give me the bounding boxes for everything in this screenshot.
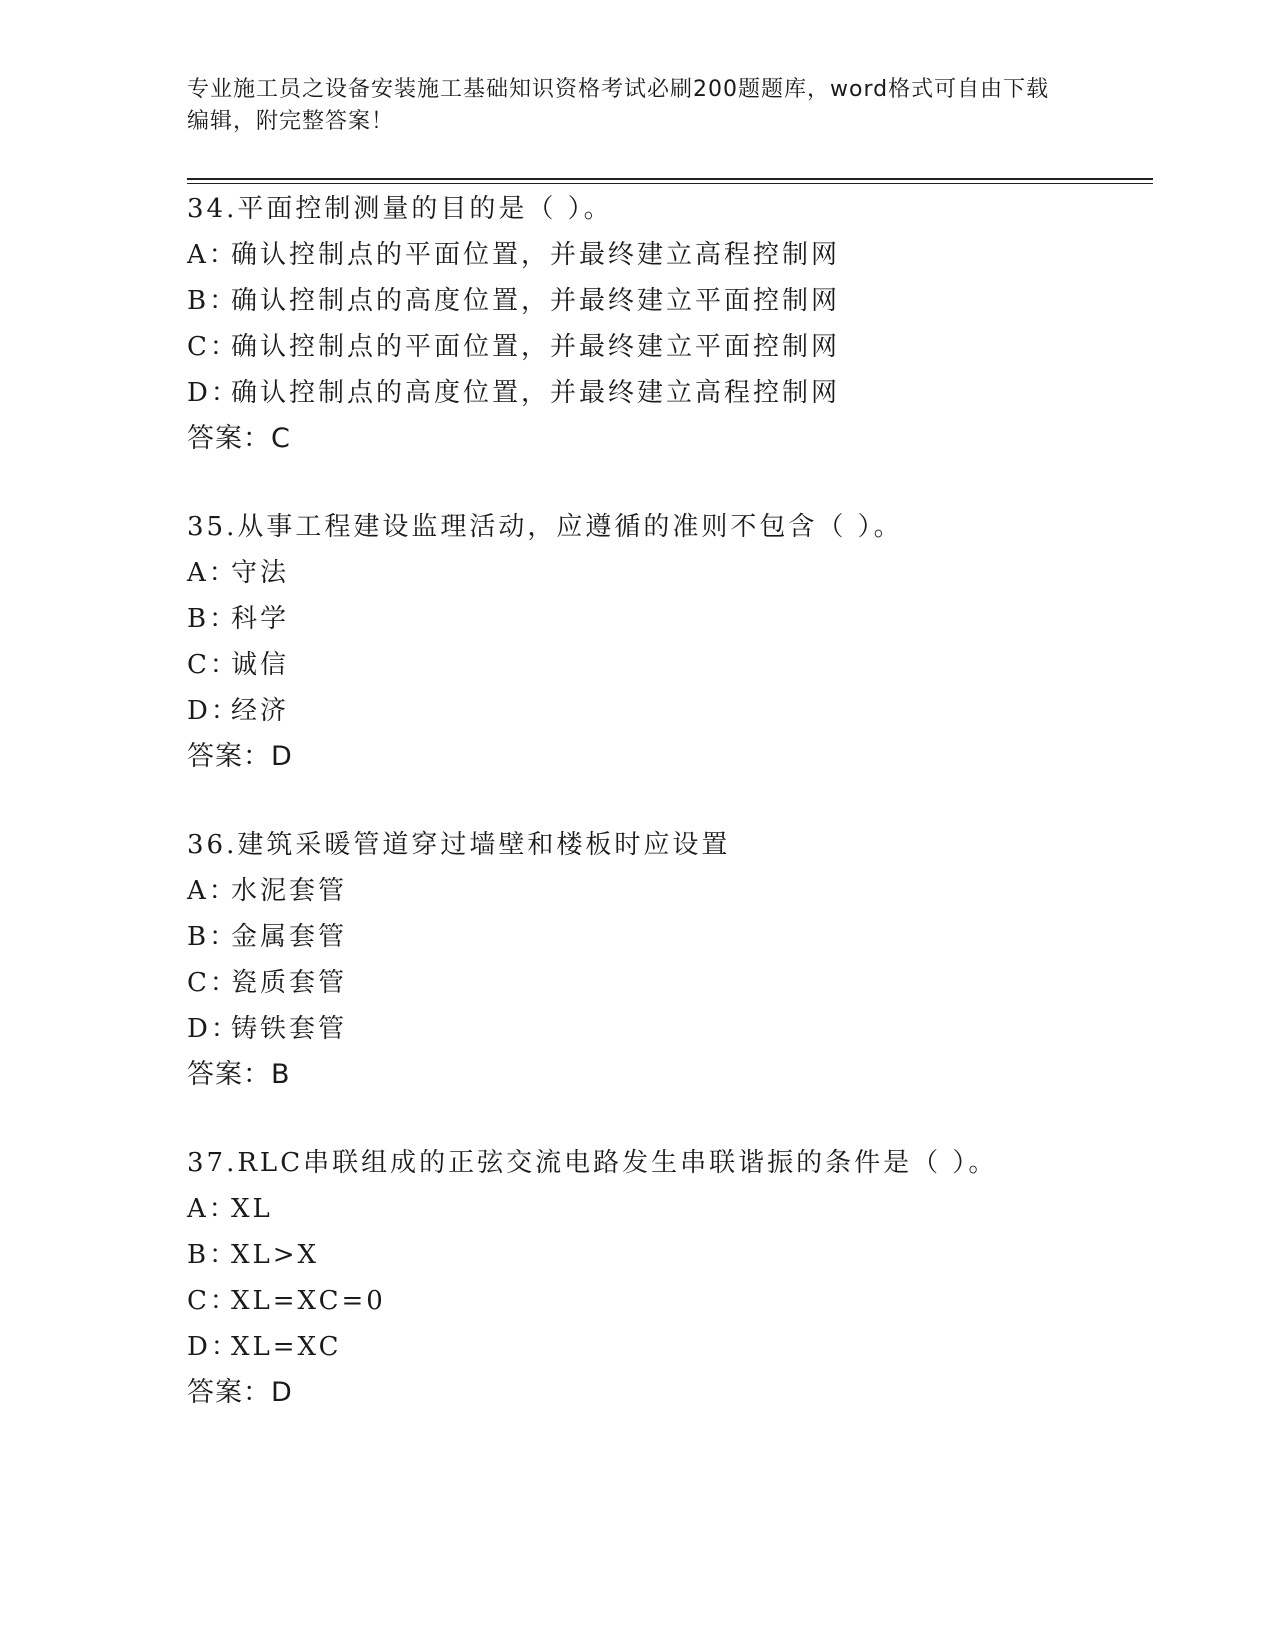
question-block — [187, 822, 1147, 1098]
option-a — [187, 868, 1147, 914]
answer-line: 答案：B — [187, 1059, 291, 1090]
option-d — [187, 370, 1147, 416]
option-letter: C： — [187, 968, 239, 998]
option-c — [187, 642, 1147, 688]
option-letter: A： — [187, 558, 238, 588]
option-letter: C： — [187, 650, 239, 680]
option-c — [187, 960, 1147, 1006]
option-letter: B： — [187, 604, 239, 634]
option-text: 确认控制点的高度位置，并最终建立高程控制网 — [231, 378, 841, 408]
question-stem: 35.从事工程建设监理活动，应遵循的准则不包含（ ）。 — [187, 512, 903, 542]
option-c — [187, 1278, 1147, 1324]
answer-line: 答案：D — [187, 741, 293, 772]
option-text: 确认控制点的高度位置，并最终建立平面控制网 — [231, 286, 841, 316]
option-letter: D： — [187, 378, 240, 408]
option-d — [187, 1324, 1147, 1370]
answer-line: 答案：D — [187, 1377, 293, 1408]
option-letter: D： — [187, 1332, 240, 1362]
question-stem: 34.平面控制测量的目的是（ ）。 — [187, 194, 613, 224]
option-letter: C： — [187, 1286, 239, 1316]
option-text: 确认控制点的平面位置，并最终建立平面控制网 — [231, 332, 841, 362]
header-divider-thin — [187, 183, 1153, 184]
option-d — [187, 1006, 1147, 1052]
option-text: 金属套管 — [231, 922, 348, 952]
option-b — [187, 1232, 1147, 1278]
option-text: 诚信 — [231, 650, 290, 680]
option-text: 科学 — [231, 604, 290, 634]
option-text: XL>X — [231, 1240, 320, 1270]
option-a — [187, 232, 1147, 278]
header-divider-thick — [187, 178, 1153, 180]
answer-line: 答案：C — [187, 423, 291, 454]
option-text: 铸铁套管 — [231, 1014, 348, 1044]
option-text: XL=XC — [231, 1332, 342, 1362]
question-stem: 37.RLC串联组成的正弦交流电路发生串联谐振的条件是（ ）。 — [187, 1148, 998, 1178]
option-letter: D： — [187, 696, 240, 726]
question-stem: 36.建筑采暖管道穿过墙壁和楼板时应设置 — [187, 830, 731, 860]
question-block — [187, 186, 1147, 462]
option-text: 确认控制点的平面位置，并最终建立高程控制网 — [231, 240, 841, 270]
option-letter: B： — [187, 922, 239, 952]
option-letter: B： — [187, 1240, 239, 1270]
option-a — [187, 1186, 1147, 1232]
option-letter: A： — [187, 876, 238, 906]
option-text: XL=XC=0 — [231, 1286, 386, 1316]
option-text: XL — [231, 1194, 273, 1224]
option-b — [187, 914, 1147, 960]
option-text: 守法 — [231, 558, 290, 588]
option-letter: A： — [187, 1194, 238, 1224]
option-text: 经济 — [231, 696, 290, 726]
option-text: 瓷质套管 — [231, 968, 348, 998]
option-letter: D： — [187, 1014, 240, 1044]
document-header: 专业施工员之设备安装施工基础知识资格考试必刷200题题库，word格式可自由下载编辑，附完整答案！ — [187, 77, 1050, 134]
option-letter: A： — [187, 240, 238, 270]
question-block — [187, 504, 1147, 780]
option-letter: B： — [187, 286, 239, 316]
question-block — [187, 1140, 1147, 1416]
option-letter: C： — [187, 332, 239, 362]
option-d — [187, 688, 1147, 734]
option-a — [187, 550, 1147, 596]
option-text: 水泥套管 — [231, 876, 348, 906]
option-c — [187, 324, 1147, 370]
option-b — [187, 278, 1147, 324]
option-b — [187, 596, 1147, 642]
